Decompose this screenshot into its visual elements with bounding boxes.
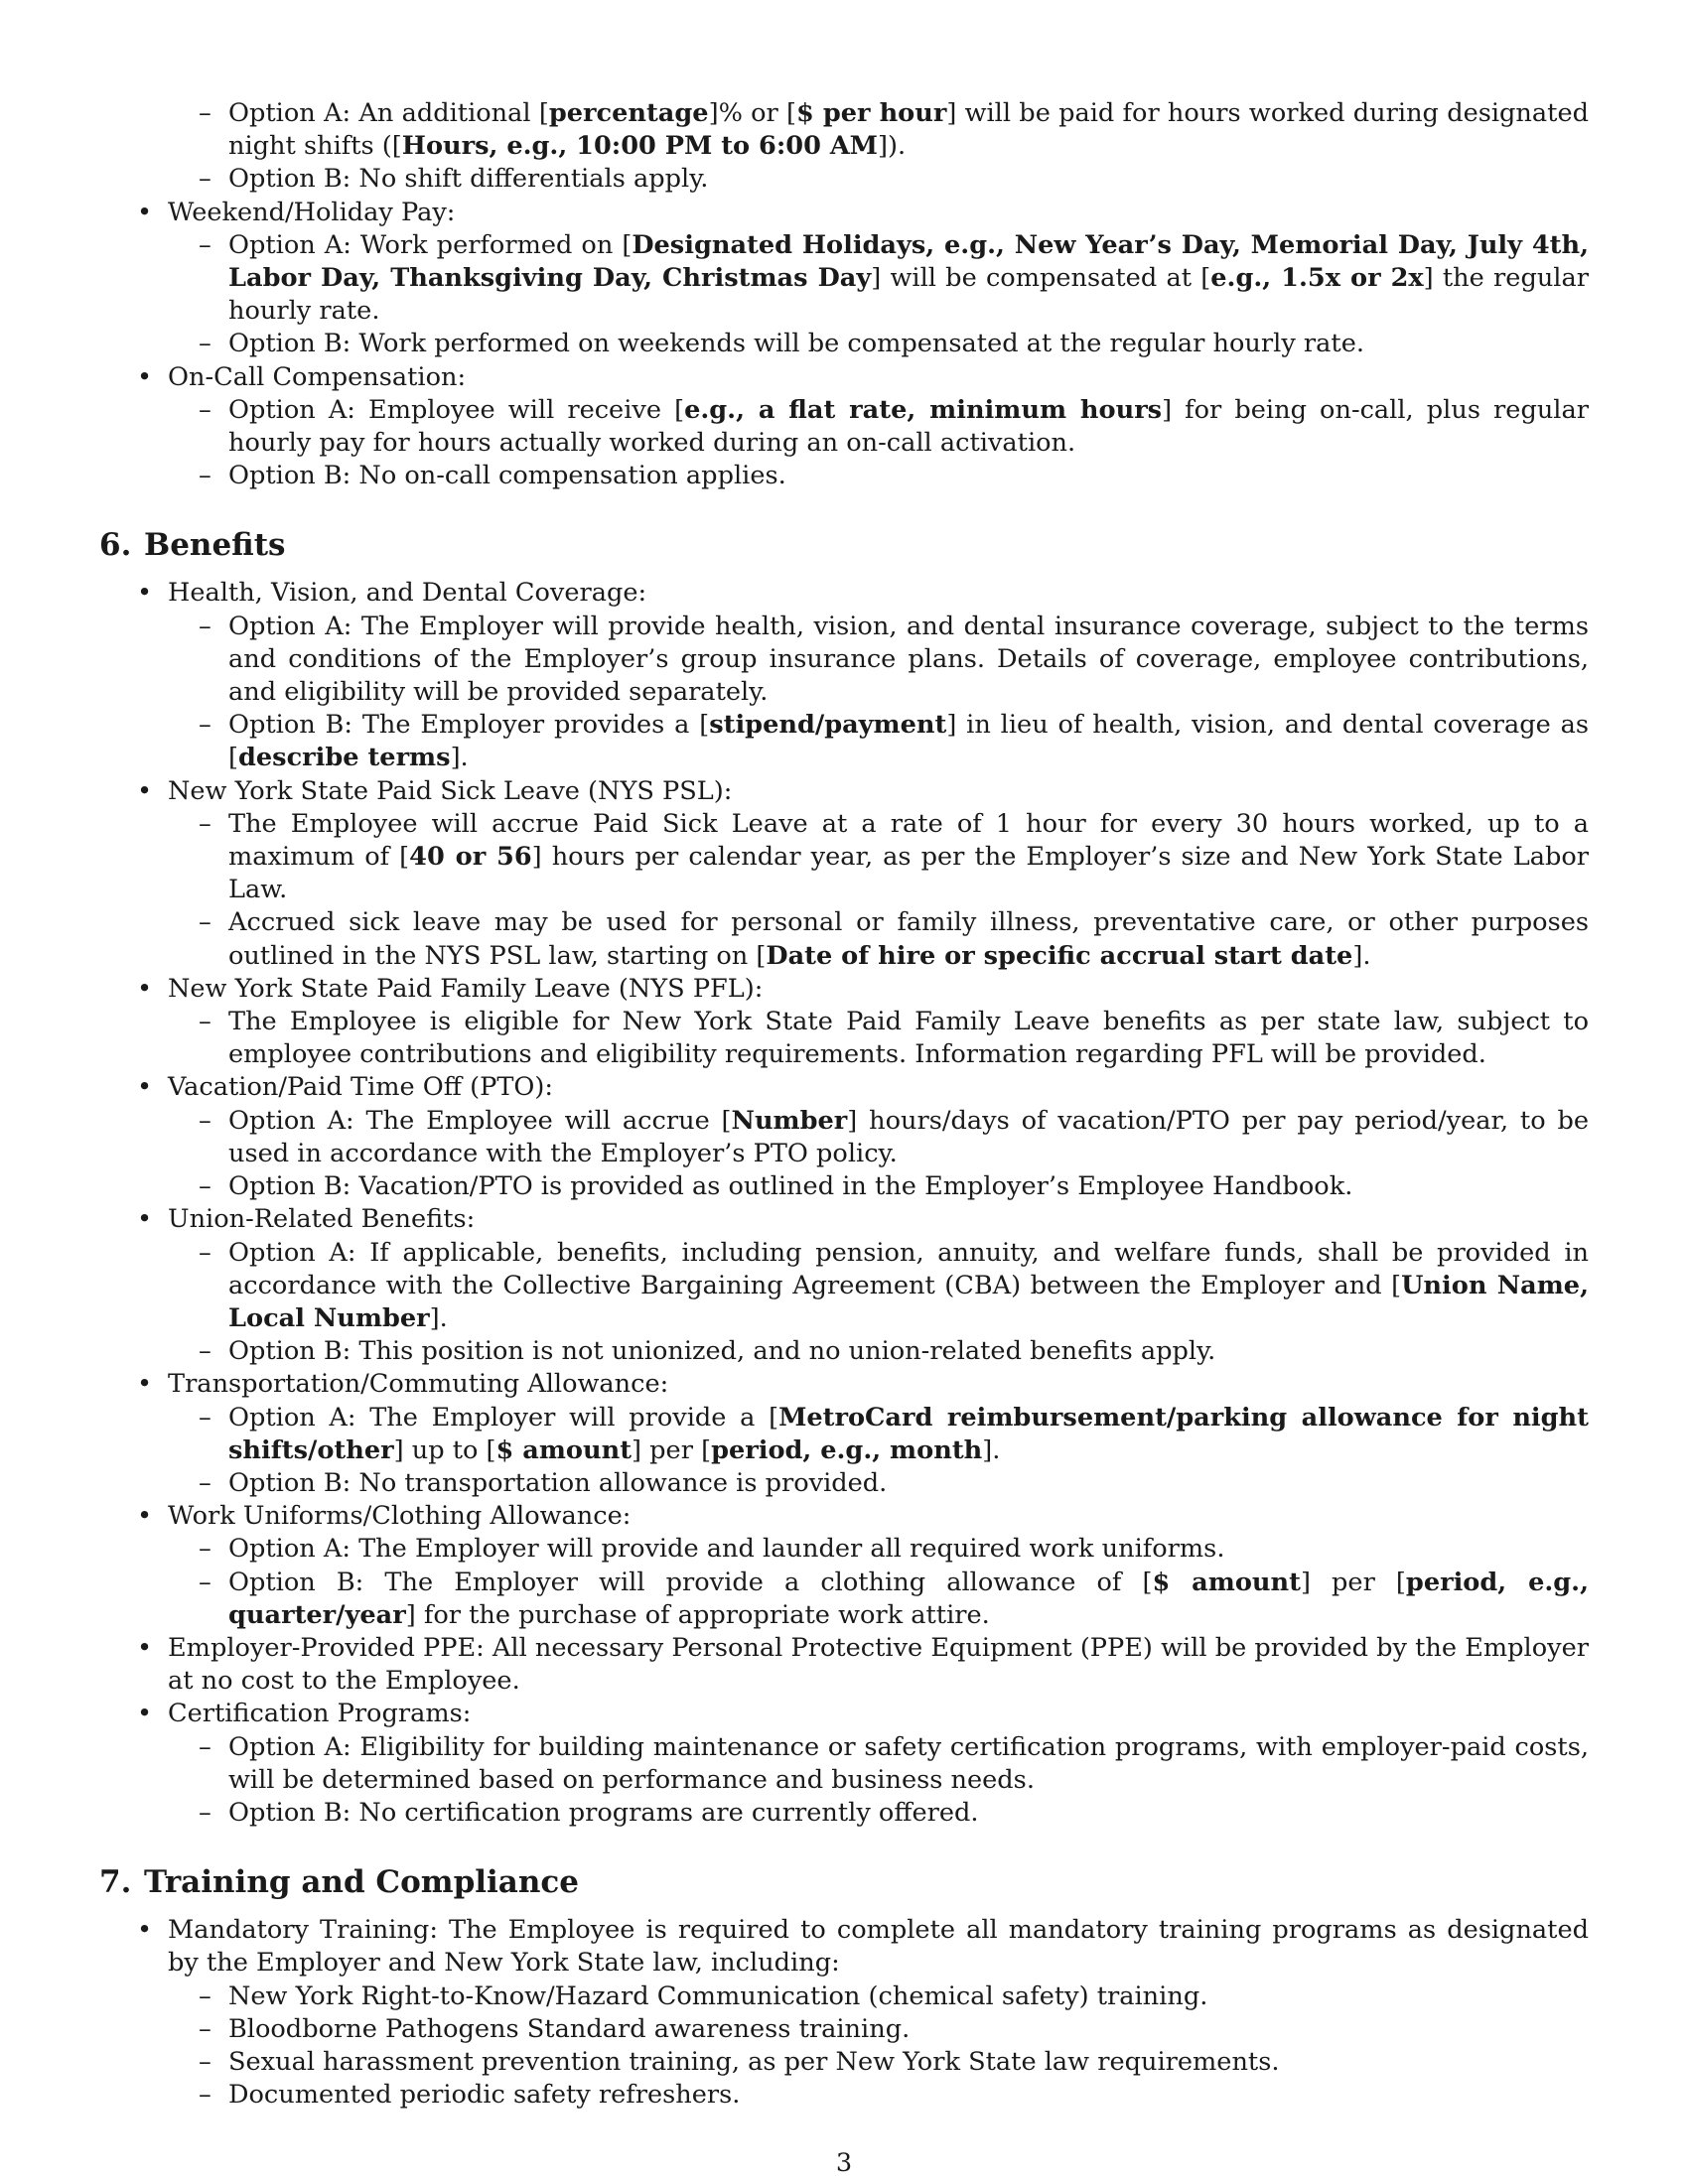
text-segment: ] hours per calendar year, as per the Employer’s size and New York State Labor Law. xyxy=(228,842,1589,905)
dash-marker: – xyxy=(199,611,211,641)
dash-marker: – xyxy=(199,808,211,839)
text-segment: Employer-Provided PPE: All necessary Personal Protective Equipment (PPE) will be provided by the Employer at no cost to the Employee. xyxy=(168,1632,1589,1697)
placeholder-field: e.g., a flat rate, minimum hours xyxy=(684,394,1163,425)
dash-marker: – xyxy=(199,394,211,425)
sub-item xyxy=(99,2013,1589,2046)
sub-item xyxy=(99,906,1589,972)
dash-marker: – xyxy=(199,1980,211,2011)
placeholder-field: Hours, e.g., 10:00 PM to 6:00 AM xyxy=(401,131,879,162)
text-segment: New York State Paid Sick Leave (NYS PSL): xyxy=(168,775,733,806)
benefits-list xyxy=(99,577,1589,1830)
text-segment: ]). xyxy=(878,131,907,162)
sub-item xyxy=(99,1402,1589,1467)
sub-item xyxy=(99,1567,1589,1632)
sub-item xyxy=(99,1533,1589,1566)
sub-item xyxy=(99,808,1589,907)
bullet-item xyxy=(99,775,1589,808)
text-segment: ] up to [ xyxy=(393,1434,496,1465)
placeholder-field: MetroCard reimbursement/parking allowance for night shifts/other xyxy=(228,1402,1589,1465)
dash-marker: – xyxy=(199,1105,211,1136)
text-segment: Option B: No shift differentials apply. xyxy=(228,164,709,195)
text-segment: Option A: An additional [ xyxy=(228,98,549,128)
placeholder-field: Date of hire or specific accrual start date xyxy=(766,940,1353,971)
dash-marker: – xyxy=(199,164,211,195)
text-segment: ] hours/days of vacation/PTO per pay period/year, to be used in accordance with the Employer’s PTO policy. xyxy=(228,1105,1589,1168)
dash-marker: – xyxy=(199,1534,211,1565)
sub-item xyxy=(99,1170,1589,1203)
page-content xyxy=(99,97,1589,2112)
dash-marker: – xyxy=(199,329,211,359)
text-segment: Certification Programs: xyxy=(168,1699,472,1729)
placeholder-field: $ amount xyxy=(495,1434,633,1465)
bullet-marker: • xyxy=(137,1204,153,1235)
sub-item xyxy=(99,229,1589,329)
text-segment: The Employee will accrue Paid Sick Leave at a rate of 1 hour for every 30 hours worked, up to a maximum of [ xyxy=(228,808,1589,873)
bullet-item xyxy=(99,361,1589,394)
dash-marker: – xyxy=(199,1336,211,1367)
dash-marker: – xyxy=(199,1731,211,1762)
placeholder-field: $ per hour xyxy=(796,98,947,128)
bullet-marker: • xyxy=(137,1369,153,1400)
text-segment: Sexual harassment prevention training, as per New York State law requirements. xyxy=(228,2046,1280,2077)
text-segment: ]% or [ xyxy=(708,98,797,128)
text-segment: Option B: This position is not unionized, and no union-related benefits apply. xyxy=(228,1336,1216,1367)
placeholder-field: $ amount xyxy=(1152,1567,1301,1597)
text-segment: ] will be compensated at [ xyxy=(871,263,1211,294)
sub-item xyxy=(99,2079,1589,2112)
text-segment: Accrued sick leave may be used for personal or family illness, preventative care, or other purposes outlined in the NYS PSL law, starting on [ xyxy=(228,907,1589,971)
section-7-title: Training and Compliance xyxy=(144,1864,580,1901)
sub-item xyxy=(99,394,1589,460)
bullet-item xyxy=(99,1368,1589,1401)
text-segment: ] per [ xyxy=(632,1434,712,1465)
text-segment: Option A: The Employer will provide health, vision, and dental insurance coverage, subject to the terms and conditions of the Employer’s group insurance plans. Details of coverage, employee contributions, and eligibility will be provided separately. xyxy=(228,611,1589,708)
placeholder-field: 40 or 56 xyxy=(409,842,532,873)
bullet-item xyxy=(99,1632,1589,1698)
bullet-marker: • xyxy=(137,1699,153,1729)
placeholder-field: describe terms xyxy=(238,743,451,773)
dash-marker: – xyxy=(199,2080,211,2111)
text-segment: Option B: The Employer provides a [ xyxy=(228,710,710,741)
sub-item xyxy=(99,163,1589,196)
dash-marker: – xyxy=(199,1797,211,1828)
text-segment: ] the regular hourly rate. xyxy=(228,263,1589,327)
text-segment: The Employee is eligible for New York State Paid Family Leave benefits as per state law, subject to employee contributions and eligibility requirements. Information regarding PFL will be provided. xyxy=(228,1007,1589,1070)
text-segment: Documented periodic safety refreshers. xyxy=(228,2080,741,2111)
bullet-marker: • xyxy=(137,361,153,392)
bullet-marker: • xyxy=(137,1915,153,1946)
dash-marker: – xyxy=(199,1171,211,1202)
placeholder-field: stipend/payment xyxy=(709,710,947,741)
text-segment: ] for the purchase of appropriate work attire. xyxy=(405,1599,990,1630)
dash-marker: – xyxy=(199,1402,211,1433)
text-segment: ] per [ xyxy=(1300,1567,1406,1597)
text-segment: Option A: Work performed on [ xyxy=(228,229,633,260)
placeholder-field: Union Name, Local Number xyxy=(228,1270,1589,1333)
text-segment: Option B: No on-call compensation applies. xyxy=(228,461,786,491)
text-segment: New York Right-to-Know/Hazard Communication (chemical safety) training. xyxy=(228,1980,1208,2011)
sub-item xyxy=(99,460,1589,492)
bullet-item xyxy=(99,1203,1589,1236)
placeholder-field: Designated Holidays, e.g., New Year’s Day, Memorial Day, July 4th, Labor Day, Thanksgiving Day, Christmas Day xyxy=(228,229,1589,294)
placeholder-field: percentage xyxy=(548,98,709,128)
text-segment: Work Uniforms/Clothing Allowance: xyxy=(168,1501,632,1532)
text-segment: Bloodborne Pathogens Standard awareness training. xyxy=(228,2013,911,2044)
text-segment: Transportation/Commuting Allowance: xyxy=(168,1369,669,1400)
dash-marker: – xyxy=(199,907,211,938)
text-segment: Option A: The Employer will provide and launder all required work uniforms. xyxy=(228,1534,1225,1565)
section-7-heading xyxy=(99,1862,1589,1902)
bullet-marker: • xyxy=(137,578,153,609)
dash-marker: – xyxy=(199,2046,211,2077)
training-list xyxy=(99,1914,1589,2112)
sub-item xyxy=(99,328,1589,360)
placeholder-field: period, e.g., quarter/year xyxy=(228,1567,1589,1630)
sub-item xyxy=(99,1797,1589,1830)
dash-marker: – xyxy=(199,229,211,260)
text-segment: Health, Vision, and Dental Coverage: xyxy=(168,578,647,609)
dash-marker: – xyxy=(199,2013,211,2044)
text-segment: New York State Paid Family Leave (NYS PFL): xyxy=(168,973,764,1004)
bullet-item xyxy=(99,1914,1589,1979)
text-segment: Option B: Work performed on weekends will be compensated at the regular hourly rate. xyxy=(228,329,1364,359)
sub-item xyxy=(99,1237,1589,1336)
dash-marker: – xyxy=(199,1567,211,1597)
bullet-item xyxy=(99,197,1589,229)
section-6-title: Benefits xyxy=(144,527,286,564)
text-segment: Union-Related Benefits: xyxy=(168,1204,476,1235)
dash-marker: – xyxy=(199,710,211,741)
text-segment: Option B: Vacation/PTO is provided as outlined in the Employer’s Employee Handbook. xyxy=(228,1171,1353,1202)
text-segment: ] for being on-call, plus regular hourly pay for hours actually worked during an on-call activation. xyxy=(228,394,1589,459)
bullet-marker: • xyxy=(137,1632,153,1663)
sub-item xyxy=(99,1006,1589,1071)
sub-item xyxy=(99,1105,1589,1170)
text-segment: Option A: The Employer will provide a [ xyxy=(228,1402,779,1433)
bullet-marker: • xyxy=(137,1072,153,1103)
placeholder-field: Number xyxy=(731,1105,848,1136)
sub-item xyxy=(99,1335,1589,1368)
sub-item xyxy=(99,1980,1589,2013)
placeholder-field: period, e.g., month xyxy=(711,1434,983,1465)
section-7-number: 7. xyxy=(99,1864,132,1901)
dash-marker: – xyxy=(199,461,211,491)
bullet-item xyxy=(99,973,1589,1006)
page-number: 3 xyxy=(835,2148,853,2178)
dash-marker: – xyxy=(199,98,211,128)
text-segment: ]. xyxy=(1352,940,1371,971)
sub-item xyxy=(99,1467,1589,1500)
text-segment: ]. xyxy=(982,1434,1001,1465)
placeholder-field: e.g., 1.5x or 2x xyxy=(1210,263,1424,294)
sub-item xyxy=(99,1731,1589,1797)
text-segment: Mandatory Training: The Employee is required to complete all mandatory training programs as designated by the Employer and New York State law, including: xyxy=(168,1915,1589,1979)
compensation-continued-list xyxy=(99,97,1589,492)
sub-item xyxy=(99,2046,1589,2079)
text-segment: Weekend/Holiday Pay: xyxy=(168,197,456,227)
text-segment: Option B: The Employer will provide a clothing allowance of [ xyxy=(228,1567,1153,1597)
bullet-marker: • xyxy=(137,1501,153,1532)
text-segment: Option B: No certification programs are currently offered. xyxy=(228,1797,979,1828)
text-segment: Option A: Eligibility for building maintenance or safety certification programs, with employer-paid costs, will be determined based on performance and business needs. xyxy=(228,1731,1589,1795)
dash-marker: – xyxy=(199,1007,211,1037)
sub-item xyxy=(99,611,1589,710)
section-6-heading xyxy=(99,525,1589,565)
text-segment: Option A: If applicable, benefits, including pension, annuity, and welfare funds, shall be provided in accordance with the Collective Bargaining Agreement (CBA) between the Employer and [ xyxy=(228,1237,1589,1300)
sub-item xyxy=(99,97,1589,163)
text-segment: Vacation/Paid Time Off (PTO): xyxy=(168,1072,553,1103)
bullet-marker: • xyxy=(137,197,153,227)
sub-item xyxy=(99,709,1589,774)
text-segment: Option A: Employee will receive [ xyxy=(228,394,685,425)
text-segment: ] in lieu of health, vision, and dental coverage as [ xyxy=(228,710,1589,773)
dash-marker: – xyxy=(199,1467,211,1498)
text-segment: ] will be paid for hours worked during designated night shifts ([ xyxy=(228,98,1589,162)
bullet-item xyxy=(99,1071,1589,1104)
section-6-number: 6. xyxy=(99,527,132,564)
bullet-item xyxy=(99,1698,1589,1730)
text-segment: On-Call Compensation: xyxy=(168,361,467,392)
text-segment: ]. xyxy=(450,743,469,773)
bullet-marker: • xyxy=(137,775,153,806)
bullet-item xyxy=(99,577,1589,610)
bullet-marker: • xyxy=(137,973,153,1004)
text-segment: Option B: No transportation allowance is provided. xyxy=(228,1467,888,1498)
bullet-item xyxy=(99,1500,1589,1533)
dash-marker: – xyxy=(199,1237,211,1268)
text-segment: Option A: The Employee will accrue [ xyxy=(228,1105,732,1136)
text-segment: ]. xyxy=(429,1302,448,1333)
